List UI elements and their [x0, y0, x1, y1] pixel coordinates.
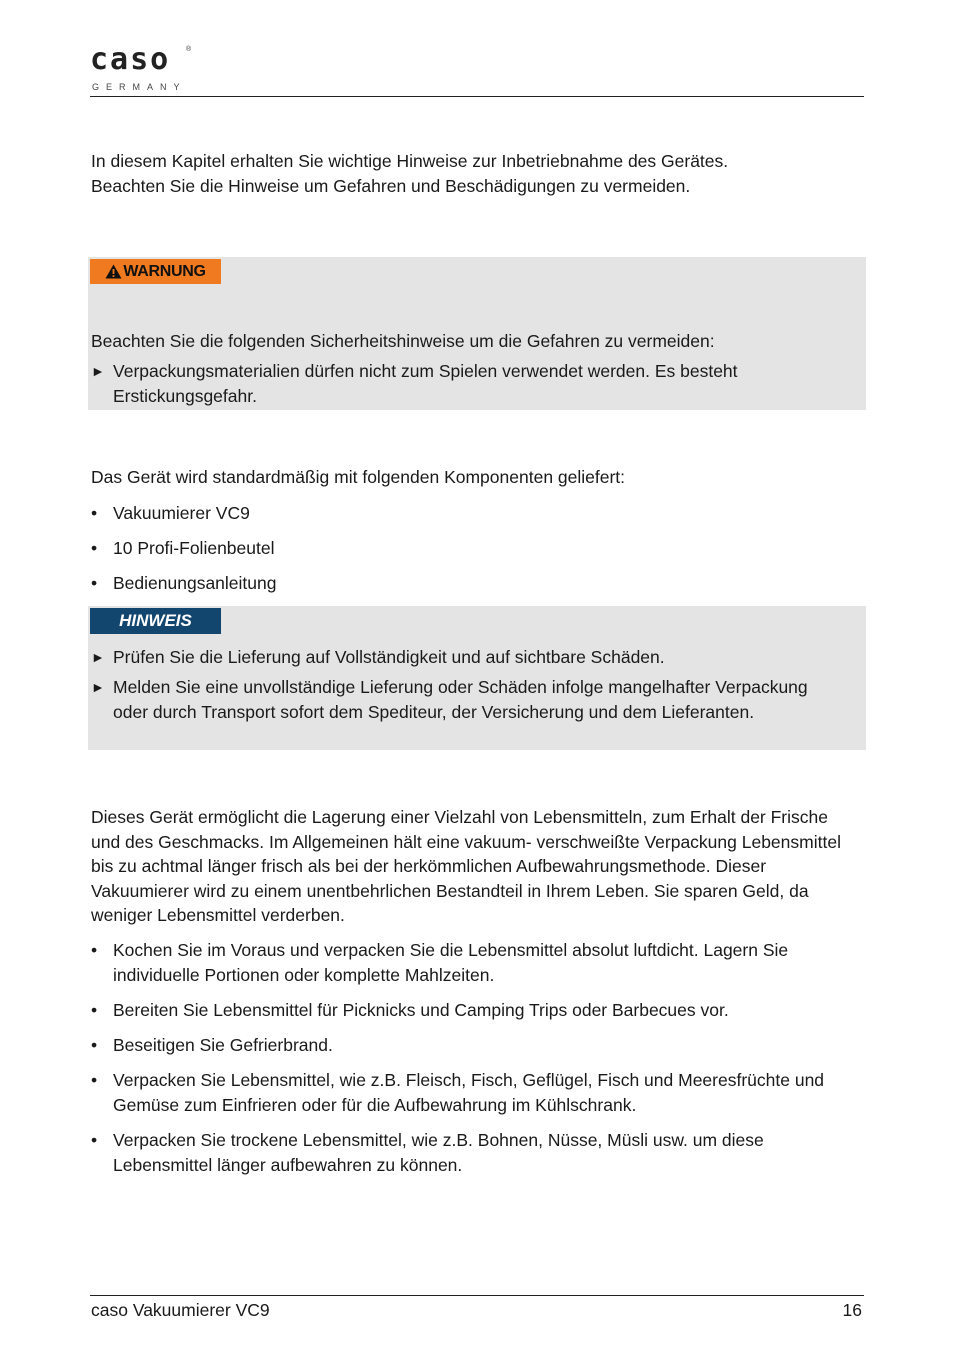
- footer-divider: [90, 1295, 864, 1296]
- note-item: [91, 645, 851, 670]
- footer-title: caso Vakuumierer VC9: [91, 1300, 270, 1320]
- page-number: 16: [842, 1300, 862, 1320]
- bullet-icon: •: [91, 538, 98, 558]
- note-item-text: Prüfen Sie die Lieferung auf Vollständigkeit und auf sichtbare Schäden.: [113, 647, 665, 667]
- list-item-text: Bedienungsanleitung: [113, 573, 277, 593]
- arrow-marker-icon: ►: [91, 679, 105, 695]
- bullet-icon: •: [91, 503, 98, 523]
- list-item: [91, 1033, 861, 1058]
- bullet-icon: •: [91, 940, 98, 960]
- logo-wordmark: caso: [90, 42, 171, 77]
- logo-subtitle: GERMANY: [92, 82, 187, 92]
- bullet-icon: •: [91, 1035, 98, 1055]
- intro-line-2: Beachten Sie die Hinweise um Gefahren und Beschädigungen zu vermeiden.: [91, 176, 691, 196]
- bullet-icon: •: [91, 1130, 98, 1150]
- note-item: [91, 675, 831, 724]
- note-badge-label: HINWEIS: [119, 611, 192, 630]
- warning-item-text: Verpackungsmaterialien dürfen nicht zum Spielen verwendet werden. Es besteht Erstickungsgefahr.: [113, 361, 738, 406]
- list-item: [91, 536, 861, 561]
- list-item: [91, 938, 861, 987]
- usage-paragraph: Dieses Gerät ermöglicht die Lagerung einer Vielzahl von Lebensmitteln, zum Erhalt der Frische und des Geschmacks. Im Allgemeinen hält eine vakuum- verschweißte Verpackung Lebensmittel bis zu achtmal länger frisch als bei der herkömmlichen Aufbewahrungsmethode. Dieser Vakuumierer wird zu einem unentbehrlichen Bestandteil in Ihrem Leben. Sie sparen Geld, da weniger Lebensmittel verderben.: [91, 807, 841, 925]
- delivery-text: Das Gerät wird standardmäßig mit folgenden Komponenten geliefert:: [91, 467, 626, 487]
- bullet-icon: •: [91, 1000, 98, 1020]
- list-item: [91, 501, 861, 526]
- arrow-marker-icon: ►: [91, 363, 105, 379]
- bullet-icon: •: [91, 573, 98, 593]
- warning-badge: [90, 259, 221, 284]
- intro-line-1: In diesem Kapitel erhalten Sie wichtige Hinweise zur Inbetriebnahme des Gerätes.: [91, 151, 729, 171]
- arrow-marker-icon: ►: [91, 649, 105, 665]
- warning-text: Beachten Sie die folgenden Sicherheitshinweise um die Gefahren zu vermeiden:: [91, 331, 715, 351]
- warning-triangle-icon: [105, 264, 122, 279]
- list-item-text: Verpacken Sie Lebensmittel, wie z.B. Fleisch, Fisch, Geflügel, Fisch und Meeresfrüchte und Gemüse zum Einfrieren oder für die Aufbewahrung im Kühlschrank.: [113, 1070, 825, 1115]
- warning-badge-label: WARNUNG: [123, 262, 206, 280]
- caso-logo: [76, 32, 206, 106]
- list-item: [91, 1068, 861, 1117]
- list-item: [91, 998, 861, 1023]
- warning-item: [91, 359, 851, 408]
- header-divider: [90, 96, 864, 97]
- list-item-text: Verpacken Sie trockene Lebensmittel, wie z.B. Bohnen, Nüsse, Müsli usw. um diese Lebensmittel länger aufbewahren zu können.: [113, 1130, 764, 1175]
- list-item-text: Bereiten Sie Lebensmittel für Picknicks und Camping Trips oder Barbecues vor.: [113, 1000, 729, 1020]
- list-item-text: Kochen Sie im Voraus und verpacken Sie die Lebensmittel absolut luftdicht. Lagern Sie individuelle Portionen oder komplette Mahlzeiten.: [113, 940, 789, 985]
- list-item-text: 10 Profi-Folienbeutel: [113, 538, 275, 558]
- list-item: [91, 571, 861, 596]
- logo-registered-mark: ®: [186, 46, 192, 53]
- note-item-text: Melden Sie eine unvollständige Lieferung oder Schäden infolge mangelhafter Verpackung oder durch Transport sofort dem Spediteur, der Versicherung und dem Lieferanten.: [113, 677, 808, 722]
- list-item: [91, 1128, 861, 1177]
- note-badge: [90, 608, 221, 634]
- list-item-text: Beseitigen Sie Gefrierbrand.: [113, 1035, 333, 1055]
- list-item-text: Vakuumierer VC9: [113, 503, 250, 523]
- bullet-icon: •: [91, 1070, 98, 1090]
